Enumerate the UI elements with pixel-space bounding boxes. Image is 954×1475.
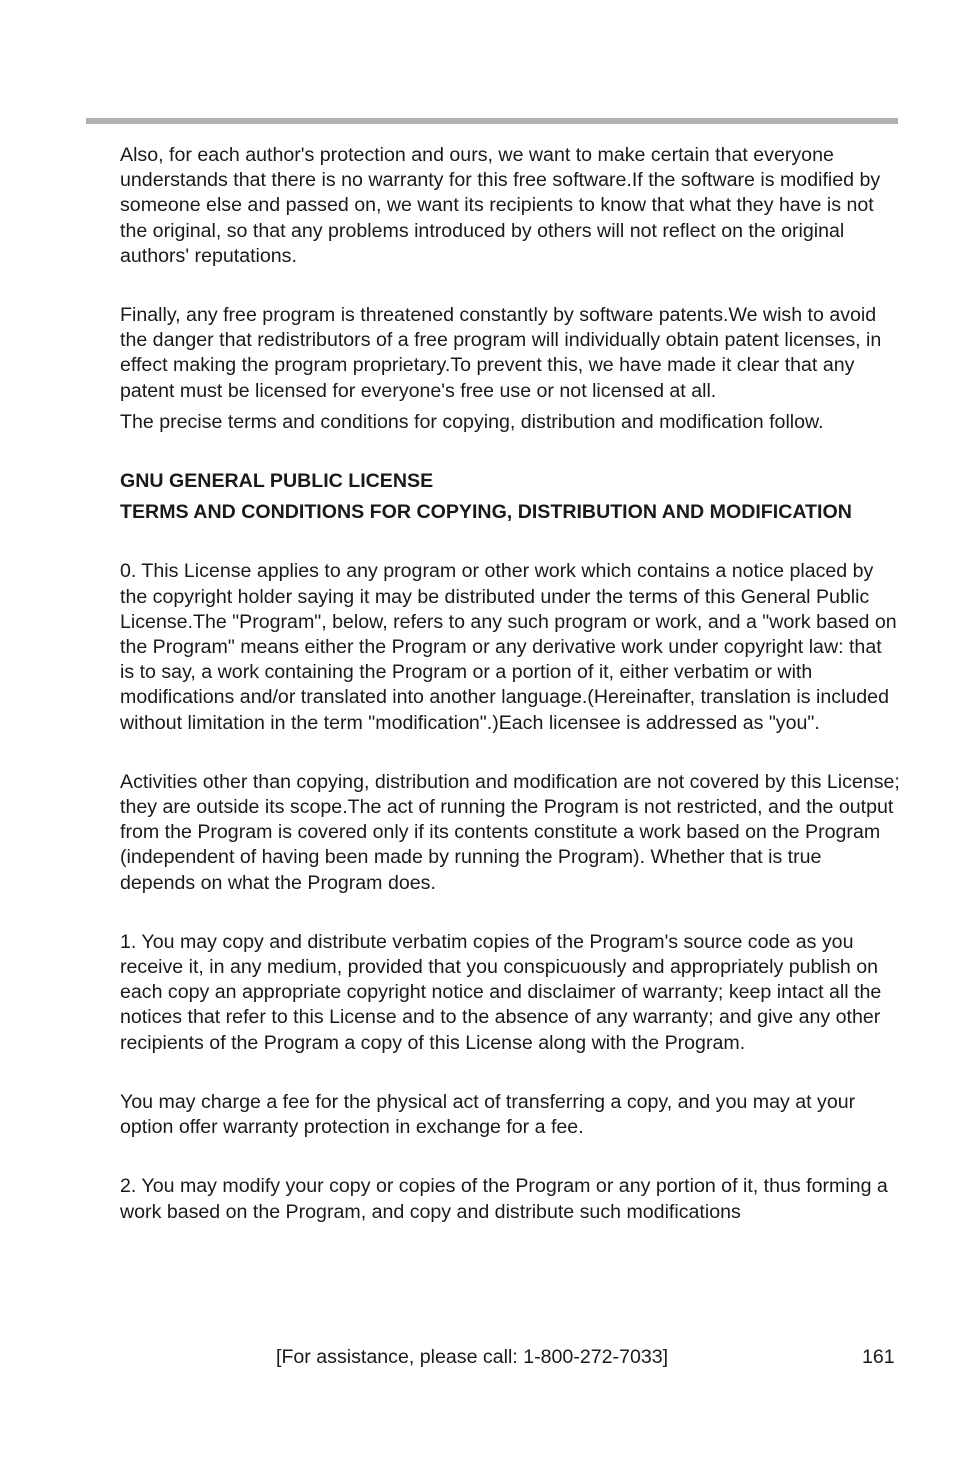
paragraph-activities: Activities other than copying, distribution and modification are not covered by this License; they are outside its scope.The act of running the Program is not restricted, and the output from the Program is covered only if its contents constitute a work based on the Program (independent of having been made by running the Program). Whether that is true depends on what the Program does. [120,770,900,894]
paragraph-software-patents: Finally, any free program is threatened constantly by software patents.We wish to avoid the danger that redistributors of a free program will individually obtain patent licenses, in effect making the program proprietary.To prevent this, we have made it clear that any patent must be licensed for everyone's free use or not licensed at all. [120,304,882,402]
paragraph-section-1: 1. You may copy and distribute verbatim copies of the Program's source code as you receive it, in any medium, provided that you conspicuously and appropriately publish on each copy an appropriate copyright notice and disclaimer of warranty; keep intact all the notices that refer to this License and to the absence of any warranty; and give any other recipients of the Program a copy of this License along with the Program. [120,930,882,1054]
header-rule [86,118,898,124]
page-body [120,143,900,1225]
paragraph-section-2: 2. You may modify your copy or copies of the Program or any portion of it, thus forming a work based on the Program, and copy and distribute such modifications [120,1175,888,1223]
assistance-phone-text: [For assistance, please call: 1-800-272-7033] [276,1346,669,1368]
page-number: 161 [862,1346,895,1368]
heading-license-title: GNU GENERAL PUBLIC LICENSE [120,470,434,493]
paragraph-precise-terms: The precise terms and conditions for copying, distribution and modification follow. [120,410,824,433]
paragraph-fee: You may charge a fee for the physical act of transferring a copy, and you may at your option offer warranty protection in exchange for a fee. [120,1090,856,1139]
paragraph-section-0: 0. This License applies to any program or other work which contains a notice placed by the copyright holder saying it may be distributed under the terms of this General Public License.The "Program", below, refers to any such program or work, and a "work based on the Program" means either the Program or any derivative work under copyright law: that is to say, a work containing the Program or a portion of it, either verbatim or with modifications and/or translated into another language.(Hereinafter, translation is included without limitation in the term "modification".)Each licensee is addressed as "you". [120,560,897,734]
paragraph-author-protection: Also, for each author's protection and ours, we want to make certain that everyone understands that there is no warranty for this free software.If the software is modified by someone else and passed on, we want its recipients to know that what they have is not the original, so that any problems introduced by others will not reflect on the original authors' reputations. [120,144,881,267]
heading-terms-title: TERMS AND CONDITIONS FOR COPYING, DISTRIBUTION AND MODIFICATION [120,501,852,524]
